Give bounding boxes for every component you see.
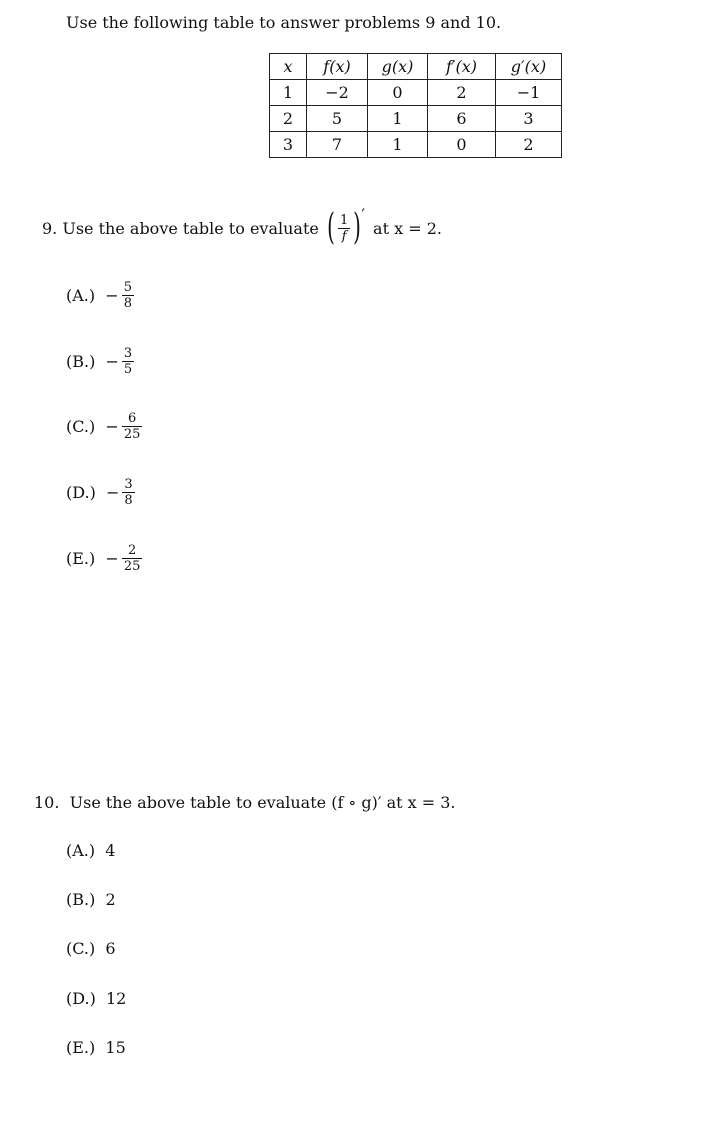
option-label: (B.)	[66, 890, 96, 909]
fraction-numerator: 3	[124, 476, 133, 492]
option-e	[66, 536, 142, 580]
table-header-cell: f(x)	[307, 54, 368, 80]
option-label: (D.)	[66, 482, 96, 502]
option-sign: −	[105, 351, 119, 371]
table-cell: 0	[368, 80, 428, 106]
question-10	[34, 793, 456, 812]
option-fraction	[122, 280, 134, 311]
fraction-denominator: 5	[123, 361, 133, 377]
option-value: 4	[105, 841, 116, 860]
table-cell: −2	[307, 80, 368, 106]
option-fraction	[122, 411, 143, 442]
expression-fraction	[338, 213, 350, 244]
table-cell: 6	[428, 106, 496, 132]
option-value: 2	[105, 890, 116, 909]
option-label: (C.)	[66, 939, 96, 958]
table-header-cell: g′(x)	[496, 54, 562, 80]
fraction-numerator: 3	[123, 345, 133, 361]
reciprocal-expression	[324, 204, 368, 248]
question-9	[42, 206, 442, 250]
option-fraction	[122, 346, 134, 377]
fraction-numerator: 6	[127, 410, 137, 426]
option-sign: −	[105, 548, 119, 568]
option-label: (E.)	[66, 548, 96, 568]
question-number: 10.	[34, 793, 60, 812]
table-cell: 7	[307, 132, 368, 158]
table-cell: 2	[496, 132, 562, 158]
table-cell: 2	[428, 80, 496, 106]
question-suffix: at x = 2.	[373, 218, 442, 238]
table-cell: 5	[307, 106, 368, 132]
question-number: 9.	[42, 218, 58, 238]
left-paren-glyph: (	[327, 207, 335, 248]
values-table	[269, 53, 562, 158]
option-b	[66, 890, 116, 909]
table-cell: 3	[270, 132, 307, 158]
option-value: 15	[105, 1038, 126, 1057]
table-cell: 1	[368, 106, 428, 132]
option-label: (E.)	[66, 1038, 96, 1057]
prime-mark: ′	[361, 204, 365, 224]
option-sign: −	[105, 416, 119, 436]
fraction-denominator: 8	[124, 492, 133, 508]
table-header-row	[270, 54, 562, 80]
fraction-numerator: 2	[127, 542, 137, 558]
table-header-cell: x	[270, 54, 307, 80]
option-label: (D.)	[66, 989, 96, 1008]
table-cell: 1	[270, 80, 307, 106]
option-fraction	[122, 477, 134, 508]
option-a	[66, 273, 134, 317]
table-row	[270, 106, 562, 132]
fraction-denominator: 25	[123, 558, 141, 574]
table-cell: −1	[496, 80, 562, 106]
option-d	[66, 989, 126, 1008]
option-fraction	[122, 543, 143, 574]
table-cell: 3	[496, 106, 562, 132]
option-c	[66, 404, 142, 448]
table-cell: 2	[270, 106, 307, 132]
option-c	[66, 939, 116, 958]
table-row	[270, 132, 562, 158]
table-header-cell: g(x)	[368, 54, 428, 80]
option-label: (C.)	[66, 416, 96, 436]
question-prompt: Use the above table to evaluate	[62, 218, 319, 238]
fraction-denominator: 8	[123, 295, 132, 311]
fraction-numerator: 1	[339, 212, 349, 228]
option-sign: −	[105, 285, 119, 305]
option-label: (B.)	[66, 351, 96, 371]
option-label: (A.)	[66, 285, 96, 305]
intro-text: Use the following table to answer problems 9 and 10.	[66, 13, 502, 32]
option-value: 12	[106, 989, 127, 1008]
table-row	[270, 80, 562, 106]
right-paren-glyph: )	[353, 207, 362, 248]
option-sign: −	[106, 482, 120, 502]
option-a	[66, 841, 115, 860]
option-e	[66, 1038, 126, 1057]
table-header-cell: f′(x)	[428, 54, 496, 80]
fraction-denominator: 25	[123, 426, 141, 442]
fraction-denominator: f	[338, 228, 350, 244]
question-prompt: Use the above table to evaluate (f ∘ g)′ at x = 3.	[69, 793, 456, 812]
fraction-numerator: 5	[123, 279, 132, 295]
table-cell: 0	[428, 132, 496, 158]
table-cell: 1	[368, 132, 428, 158]
option-value: 6	[105, 939, 116, 958]
option-label: (A.)	[66, 841, 96, 860]
option-d	[66, 470, 135, 514]
option-b	[66, 339, 134, 383]
